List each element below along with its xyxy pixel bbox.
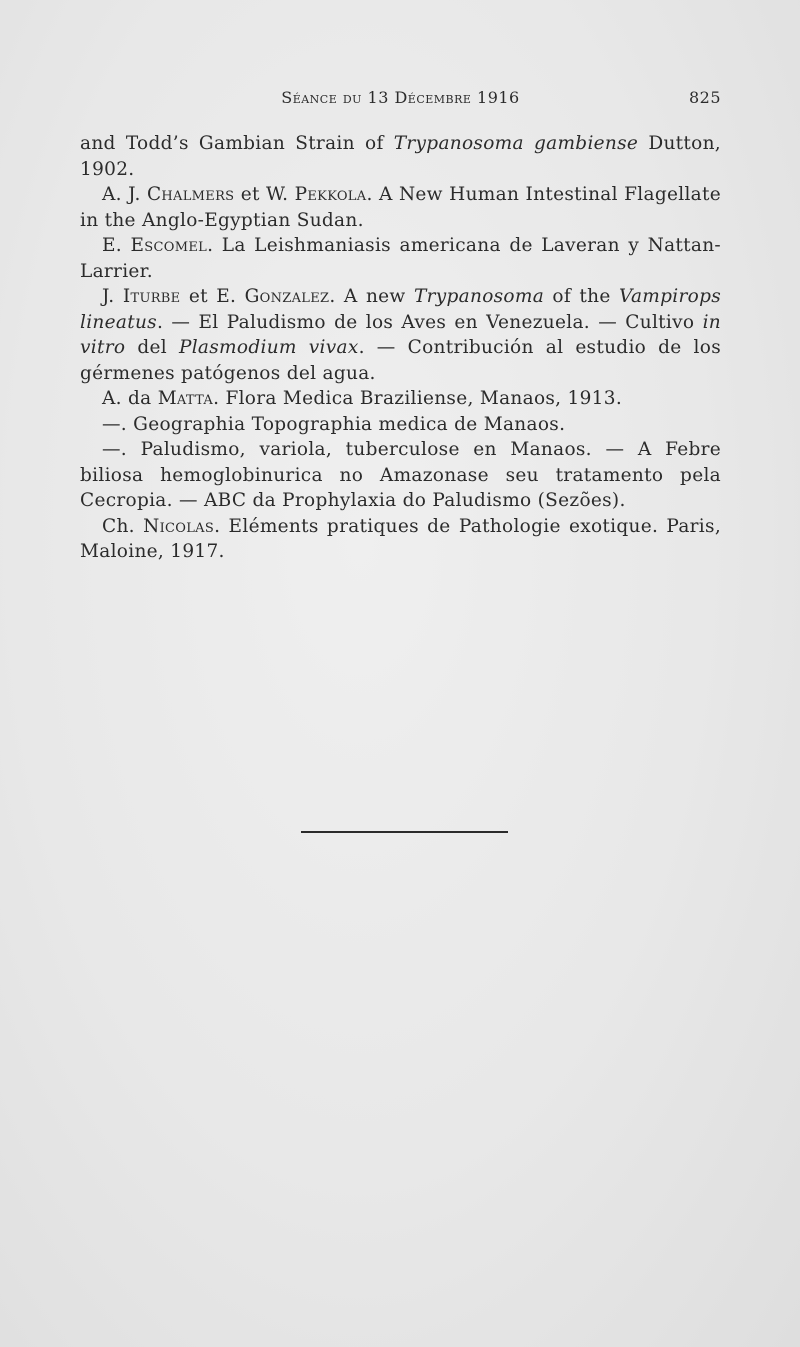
bibliography-entry: J. Iturbe et E. Gonzalez. A new Trypanosoma of the Vampirops lineatus. — El Paludismo de los Aves en Venezuela. — Cultivo in vitro del Plasmodium vivax. — Contribución al estudio de los gérmenes patógenos del agua. bbox=[80, 286, 722, 384]
author-name: Nicolas bbox=[143, 515, 215, 537]
bibliography-entry: Ch. Nicolas. Eléments pratiques de Pathologie exotique. Paris, Maloine, 1917. bbox=[80, 515, 722, 562]
author-name: Matta bbox=[157, 388, 214, 409]
author-name: Chalmers bbox=[146, 184, 235, 205]
document-page bbox=[80, 88, 721, 565]
bibliography-entry: and Todd’s Gambian Strain of Trypanosoma gambiense Dutton, 1902. bbox=[80, 133, 721, 180]
species-name: Trypanosoma gambiense bbox=[393, 133, 639, 154]
author-name: Escomel bbox=[130, 235, 208, 256]
page-number: 825 bbox=[688, 88, 721, 107]
species-name: Trypanosoma bbox=[413, 286, 545, 307]
bibliography-list bbox=[80, 131, 721, 565]
running-title: Séance du 13 Décembre 1916 bbox=[281, 88, 520, 107]
bibliography-entry: —. Paludismo, variola, tuberculose en Manaos. — A Febre biliosa hemoglobinurica no Amazonase seu tratamento pela Cecropia. — ABC da Prophylaxia do Paludismo (Sezões). bbox=[80, 439, 721, 511]
author-name: Gonzalez bbox=[244, 286, 330, 307]
author-name: Iturbe bbox=[122, 286, 181, 307]
species-name: Vampirops lineatus bbox=[80, 286, 722, 333]
author-name: Pekkola bbox=[294, 184, 367, 205]
latin-phrase: in vitro bbox=[80, 311, 721, 358]
section-end-rule bbox=[301, 831, 508, 833]
bibliography-entry: E. Escomel. La Leishmaniasis americana de Laveran y Nattan-Larrier. bbox=[80, 235, 721, 282]
bibliography-entry: A. J. Chalmers et W. Pekkola. A New Human Intestinal Flagellate in the Anglo-Egyptian Sudan. bbox=[80, 184, 721, 231]
bibliography-entry: —. Geographia Topographia medica de Manaos. bbox=[102, 413, 566, 435]
page-header bbox=[80, 88, 721, 116]
species-name: Plasmodium vivax bbox=[178, 337, 359, 358]
bibliography-entry: A. da Matta. Flora Medica Braziliense, Manaos, 1913. bbox=[102, 388, 623, 409]
